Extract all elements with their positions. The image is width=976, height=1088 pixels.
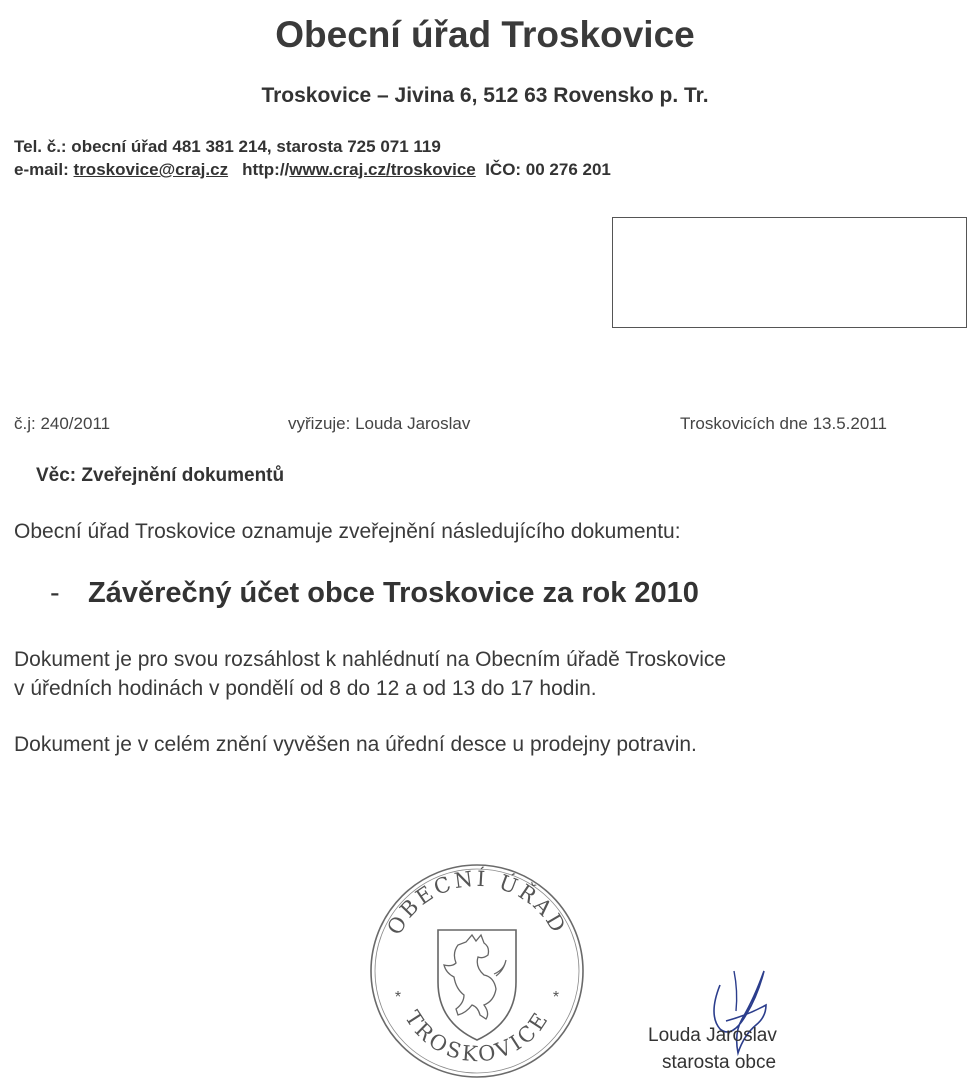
lion-coat-of-arms-icon (438, 930, 516, 1040)
office-stamp (368, 862, 586, 1080)
stamp-star-right: * (552, 989, 560, 1006)
signer-name: Louda Jaroslav (648, 1025, 777, 1046)
office-address: Troskovice – Jivina 6, 512 63 Rovensko p. Tr. (261, 84, 709, 107)
stamp-bottom-text: TROSKOVICE (400, 1006, 554, 1067)
intro-text: Obecní úřad Troskovice oznamuje zveřejnění následujícího dokumentu: (14, 520, 681, 543)
signer-role: starosta obce (662, 1052, 777, 1073)
availability-line-2: v úředních hodinách v pondělí od 8 do 12 a od 13 do 17 hodin. (14, 677, 597, 700)
web-prefix: http:// (242, 160, 290, 179)
email-label: e-mail: (14, 160, 69, 179)
availability-paragraph (14, 645, 914, 703)
availability-line-1: Dokument je pro svou rozsáhlost k nahlédnutí na Obecním úřadě Troskovice (14, 648, 727, 671)
recipient-address-box (612, 217, 967, 328)
published-document (50, 577, 699, 610)
email-link[interactable]: troskovice@craj.cz (73, 160, 229, 179)
stamp-star-left: * (394, 989, 402, 1006)
ico-number: IČO: 00 276 201 (485, 160, 611, 179)
web-link[interactable]: www.craj.cz/troskovice (289, 160, 476, 179)
phone-line: Tel. č.: obecní úřad 481 381 214, starosta 725 071 119 (14, 137, 441, 156)
contact-line (14, 160, 611, 180)
stamp-top-text: OBECNÍ ÚŘAD (382, 866, 572, 939)
office-title: Obecní úřad Troskovice (275, 14, 695, 55)
document-name: Závěrečný účet obce Troskovice za rok 2010 (88, 577, 699, 609)
handler: vyřizuje: Louda Jaroslav (288, 414, 471, 433)
item-bullet: - (50, 577, 60, 609)
reference-number: č.j: 240/2011 (14, 414, 111, 433)
document-date: Troskovicích dne 13.5.2011 (680, 414, 887, 433)
subject-line: Věc: Zveřejnění dokumentů (36, 465, 285, 486)
notice-board-paragraph: Dokument je v celém znění vyvěšen na úřední desce u prodejny potravin. (14, 733, 697, 756)
